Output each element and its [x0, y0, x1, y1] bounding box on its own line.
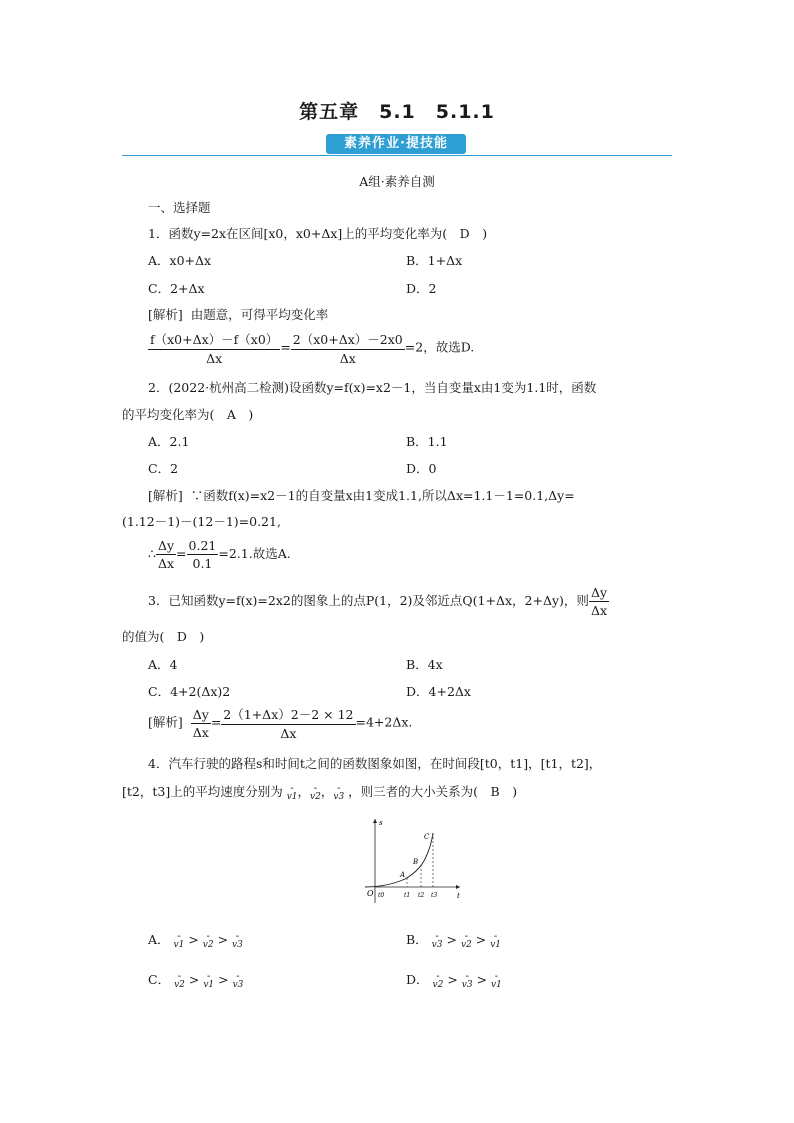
stem-text: 3．已知函数y=f(x)=2x2的图象上的点P(1，2)及邻近点Q(1+Δx，2+Δy)，则 [148, 593, 589, 608]
q2-option-a: A．2.1 [148, 434, 190, 449]
q3-option-b: B．4x [406, 657, 443, 672]
fraction [191, 707, 211, 740]
q2-analysis-line1 [148, 486, 575, 504]
page-title: 第五章 5.1 5.1.1 [299, 101, 495, 123]
fraction-numerator: Δy [590, 585, 608, 600]
analysis-text: ∵函数f(x)=x2－1的自变量x由1变成1.1,所以Δx=1.1－1=0.1,Δy= [190, 488, 575, 503]
q2-option-c: C．2 [148, 461, 179, 476]
v1-symbol: - v1 [286, 782, 298, 802]
t1-label: t1 [404, 892, 411, 899]
t-label: t [457, 892, 460, 900]
q4-option-d: D． - v2 > - v3 > - v1 [406, 970, 502, 990]
fraction-denominator: Δx [280, 726, 297, 741]
origin-label: O [367, 889, 374, 898]
fraction [589, 585, 609, 618]
fraction-numerator: 0.21 [188, 538, 217, 553]
q4-stem-line2: [t2，t3]上的平均速度分别为 - v1 ， - v2 ， - v3 ，则三者的大小关系为( B ) [122, 782, 518, 802]
q1-analysis [148, 305, 328, 323]
q4-option-c: C． - v2 > - v1 > - v3 [148, 970, 244, 990]
stem-text: [t2，t3]上的平均速度分别为 [122, 784, 283, 799]
q3-option-c: C．4+2(Δx)2 [148, 684, 231, 699]
q2-stem-line1: 2．(2022·杭州高二检测)设函数y=f(x)=x2－1，当自变量x由1变为1.1时，函数 [148, 380, 597, 395]
fraction-denominator: 0.1 [192, 556, 213, 571]
q3-analysis: [解析] $\frac{\Delta y}{\Delta x}$ = $\frac{2(1+\Delta x)2-2 \times 12}{\Delta x}$ =4+2Δx. [148, 706, 413, 741]
v2-symbol: - v2 [460, 930, 472, 950]
therefore-symbol: ∴ [148, 546, 156, 561]
s-label: s [379, 819, 383, 827]
formula-tail: =4+2Δx. [355, 714, 413, 730]
fraction-denominator: Δx [590, 603, 608, 618]
fraction [187, 538, 219, 571]
stem-text: ，则三者的大小关系为( B ) [348, 784, 518, 799]
q2-stem-line2: 的平均变化率为( A ) [122, 407, 254, 422]
fraction [148, 330, 280, 366]
header-divider [122, 155, 672, 156]
v3-symbol: - v3 [461, 970, 473, 990]
formula-tail: =2.1.故选A. [218, 546, 291, 561]
t0-label: t0 [378, 892, 385, 899]
v3-symbol: - v3 [431, 930, 443, 950]
analysis-label: [解析] [148, 714, 183, 730]
q1-option-d: D．2 [406, 281, 437, 296]
q1-formula: $\frac{f(x0+\Delta x)-f(x0)}{\Delta x}$ = $\frac{2(x0+\Delta x)-2x0}{\Delta x}$ =2，故选D. [150, 332, 475, 366]
fraction-denominator: Δx [192, 724, 209, 740]
q4-option-b: B． - v3 > - v2 > - v1 [406, 930, 502, 950]
v2-symbol: - v2 [202, 930, 214, 950]
s-axis-arrow [373, 819, 377, 823]
t-axis-arrow [456, 885, 460, 889]
q3-stem-line2: 的值为( D ) [122, 629, 205, 644]
q4-option-a: A． - v1 > - v2 > - v3 [148, 930, 243, 950]
v3-symbol: - v3 [232, 930, 243, 950]
v1-symbol: - v1 [173, 930, 185, 950]
q2-formula: ∴ $\frac{\Delta y}{\Delta x}$ = $\frac{0.21}{0.1}$ =2.1.故选A. [148, 538, 291, 571]
v1-symbol: - v1 [491, 970, 502, 990]
q1-option-a: A．x0+Δx [148, 253, 212, 268]
v2-symbol: - v2 [310, 782, 321, 802]
fraction [156, 538, 176, 571]
q4-stem-line1: 4．汽车行驶的路程s和时间t之间的函数图象如图，在时间段[t0，t1]，[t1，t2]， [148, 756, 602, 771]
q2-analysis-line2: (1.12－1)－(12－1)=0.21, [122, 514, 281, 529]
v3-symbol: - v3 [232, 970, 244, 990]
v1-symbol: - v1 [203, 970, 215, 990]
analysis-text: 由题意，可得平均变化率 [190, 307, 329, 322]
q3-stem-line1 [148, 585, 609, 618]
v3-symbol: - v3 [333, 782, 345, 802]
fraction-numerator: Δy [157, 538, 175, 553]
q1-option-c: C．2+Δx [148, 281, 205, 296]
v1-symbol: - v1 [490, 930, 502, 950]
analysis-label: [解析] [148, 488, 183, 503]
fraction-numerator: Δy [192, 706, 209, 722]
v2-symbol: - v2 [174, 970, 185, 990]
section-banner: 素养作业·提技能 [326, 134, 466, 154]
t2-label: t2 [418, 892, 425, 899]
t3-label: t3 [431, 892, 438, 899]
q3-option-d: D．4+2Δx [406, 684, 471, 699]
q3-option-a: A．4 [148, 657, 178, 672]
option-label: C． [148, 972, 171, 987]
fraction-denominator: Δx [339, 351, 356, 366]
distance-time-graph [355, 815, 465, 905]
option-label: B． [406, 932, 428, 947]
point-c-label: C [424, 833, 430, 841]
fraction-denominator: Δx [157, 556, 175, 571]
analysis-label: [解析] [148, 307, 183, 322]
point-a-label: A [400, 871, 406, 879]
point-b-label: B [413, 858, 419, 866]
q1-option-b: B．1+Δx [406, 253, 463, 268]
fraction-denominator: Δx [206, 351, 223, 366]
formula-tail: =2，故选D. [404, 339, 475, 355]
q2-option-b: B．1.1 [406, 434, 448, 449]
group-heading: A组·素养自测 [359, 174, 435, 189]
q1-stem: 1．函数y=2x在区间[x0，x0+Δx]上的平均变化率为( D ) [148, 226, 488, 241]
v2-symbol: - v2 [432, 970, 444, 990]
fraction-numerator: 2（x0+Δx）－2x0 [291, 330, 405, 350]
fraction-numerator: f（x0+Δx）－f（x0） [148, 330, 280, 350]
fraction [291, 330, 405, 366]
fraction-numerator: 2（1+Δx）2－2 × 12 [221, 705, 355, 725]
option-label: A． [148, 932, 170, 947]
option-label: D． [406, 972, 429, 987]
fraction [221, 705, 355, 741]
q2-option-d: D．0 [406, 461, 437, 476]
section-heading: 一、选择题 [148, 200, 211, 215]
